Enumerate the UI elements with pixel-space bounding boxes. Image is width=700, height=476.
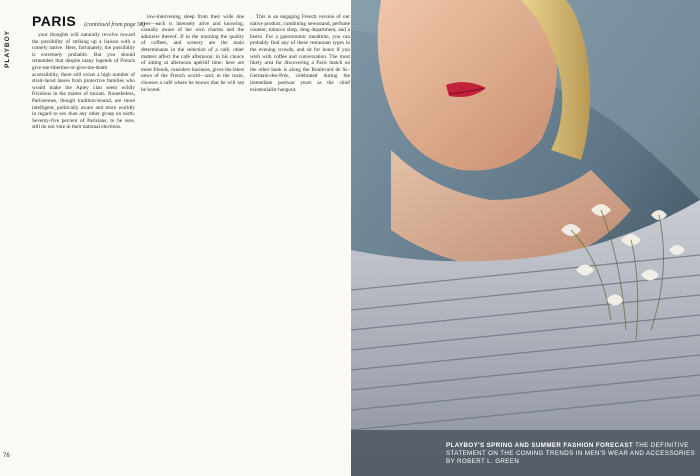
text-column-1: your thoughts will naturally revolve toward the possibility of striking up a liaison with a comely native. Here, fortunately, the possibility is extremely probable. But you should remember that despite many legends of French give-me-libertine-or-give-me-death accessibility, there still exists a high number of strait-laced lasses from protective families who would make the Apley clan seem wildly frivolous in the matter of morals. Nonetheless, Parisiennes, though tradition-bound, are more intelligent, politically aware and more worldly in regard to sex than any other group on earth. Seventy-five percent of Parisians, to be sure, still do not vote in their national elections. bbox=[32, 32, 135, 131]
fashion-photo-illustration bbox=[351, 0, 700, 476]
article-header bbox=[32, 13, 145, 29]
text-column-2: low-intervening sleep from their wide doe eyes—each is intensely alive and knowing, casually aware of her own charms and the admirers thereof. If in the morning the quality of coffees, and scenery are the main determinants in the selection of a café, other matters affect the café afternoon: in his choice of sitting at afternoon apéritif time: here are more friends, considers business, gives the latest news of the French world—and, in the main, chooses a café where he knows that he will not be bored. bbox=[141, 14, 244, 93]
photo-caption bbox=[446, 442, 696, 466]
fashion-photo bbox=[351, 0, 700, 476]
page-number: 76 bbox=[3, 453, 10, 459]
article-title: PARIS bbox=[32, 13, 77, 29]
caption-lead: PLAYBOY'S SPRING AND SUMMER FASHION FORECAST bbox=[446, 442, 634, 449]
continued-note: (continued from page 56) bbox=[84, 22, 146, 28]
text-column-3: This is an engaging French version of our native product, combining newsstand, perfume counter, tobacco shop, drug department, and a bistro. For a gastronomic mealtime, you can probably find any of these restaurant types in the evening crowds, and sit for hours if you wish with coffee and conversation. The most likely area for discovering a Paris match on the other bank is along the Boulevard de St.-Germain-des-Prés, celebrated during the immediate postwar years as the chief existentialist hangout. bbox=[250, 14, 350, 93]
magazine-vertical-label: PLAYBOY bbox=[4, 30, 11, 68]
caption-rest: THE DEFINITIVE STATEMENT ON THE COMING TRENDS IN MEN'S WEAR AND ACCESSORIES BY ROBERT L. GREEN bbox=[446, 442, 696, 465]
